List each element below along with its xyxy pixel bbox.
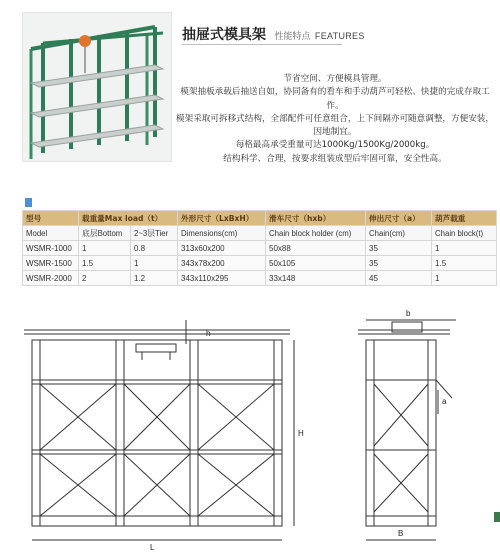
feature-line: 每格最高承受重量可达1000Kg/1500Kg/2000kg。 (235, 140, 435, 151)
header-cell: 葫芦载重 (432, 211, 497, 226)
spec-table (22, 210, 497, 286)
section-title (182, 24, 480, 44)
dim-label-b: b (406, 309, 411, 318)
table-cell: 45 (366, 271, 432, 286)
table-cell: 1.5 (432, 256, 497, 271)
table-cell: 2 (79, 271, 131, 286)
table-cell: 0.8 (131, 241, 178, 256)
header-cell: 底层Bottom (79, 226, 131, 241)
title-subtitle-en: FEATURES (314, 31, 365, 41)
feature-line: 模架采取可拆移式结构，全部配件可任意组合，上下间隔亦可随意调整，方便安装，因地制宜。 (176, 113, 494, 138)
table-cell: 1.5 (79, 256, 131, 271)
table-cell: 33x148 (266, 271, 366, 286)
table-header-en (23, 226, 497, 241)
dim-label-h: h (206, 329, 211, 338)
table-header-cn (23, 211, 497, 226)
dim-label-a: a (442, 397, 447, 406)
table-cell: 50x88 (266, 241, 366, 256)
features-text (176, 73, 494, 166)
table-cell: 1 (131, 256, 178, 271)
header-cell: 伸出尺寸（a） (366, 211, 432, 226)
table-cell: 50x105 (266, 256, 366, 271)
feature-line: 结构科学、合理，按要求组装成型后牢固可靠，安全性高。 (223, 153, 447, 164)
table-row (23, 256, 497, 271)
rack-dimension-drawing (18, 300, 498, 554)
feature-line: 节省空间、方便模具管理。 (283, 74, 387, 84)
table-cell: WSMR-2000 (23, 271, 79, 286)
title-subtitle-cn: 性能特点 (274, 32, 311, 42)
table-cell: 1 (432, 241, 497, 256)
table-row (23, 271, 497, 286)
table-cell: WSMR-1000 (23, 241, 79, 256)
header-cell: Model (23, 226, 79, 241)
title-cn: 抽屉式模具架 (182, 27, 266, 43)
header-cell: 载重量Max load（t） (79, 211, 178, 226)
table-cell: 1.2 (131, 271, 178, 286)
header-cell: Chain block holder (cm) (266, 226, 366, 241)
header-cell: Dimensions(cm) (178, 226, 266, 241)
table-cell: 1 (432, 271, 497, 286)
product-photo (22, 12, 172, 162)
table-cell: 35 (366, 241, 432, 256)
dim-label-L: L (150, 543, 155, 552)
feature-line: 模架抽板承载后抽送自如，协同备有的看车和手动葫芦可轻松、快捷的完成存取工作。 (180, 87, 490, 111)
table-cell: 313x60x200 (178, 241, 266, 256)
header-cell: 型号 (23, 211, 79, 226)
header-cell: 外形尺寸（LxBxH） (178, 211, 266, 226)
header-cell: 滑车尺寸（hxb） (266, 211, 366, 226)
dim-label-B: B (398, 529, 404, 538)
table-row (23, 241, 497, 256)
table-cell: 343x78x200 (178, 256, 266, 271)
header-cell: Chain block(t) (432, 226, 497, 241)
mold-rack-illustration (23, 13, 171, 161)
page-edge-marker (494, 512, 500, 522)
title-divider (182, 44, 342, 45)
table-cell: 1 (79, 241, 131, 256)
table-cell: WSMR-1500 (23, 256, 79, 271)
dim-label-H: H (298, 429, 304, 438)
technical-drawing (18, 300, 498, 554)
table-cell: 343x110x295 (178, 271, 266, 286)
table-cell: 35 (366, 256, 432, 271)
header-cell: 2~3层Tier (131, 226, 178, 241)
section-marker (25, 198, 32, 207)
header-cell: Chain(cm) (366, 226, 432, 241)
